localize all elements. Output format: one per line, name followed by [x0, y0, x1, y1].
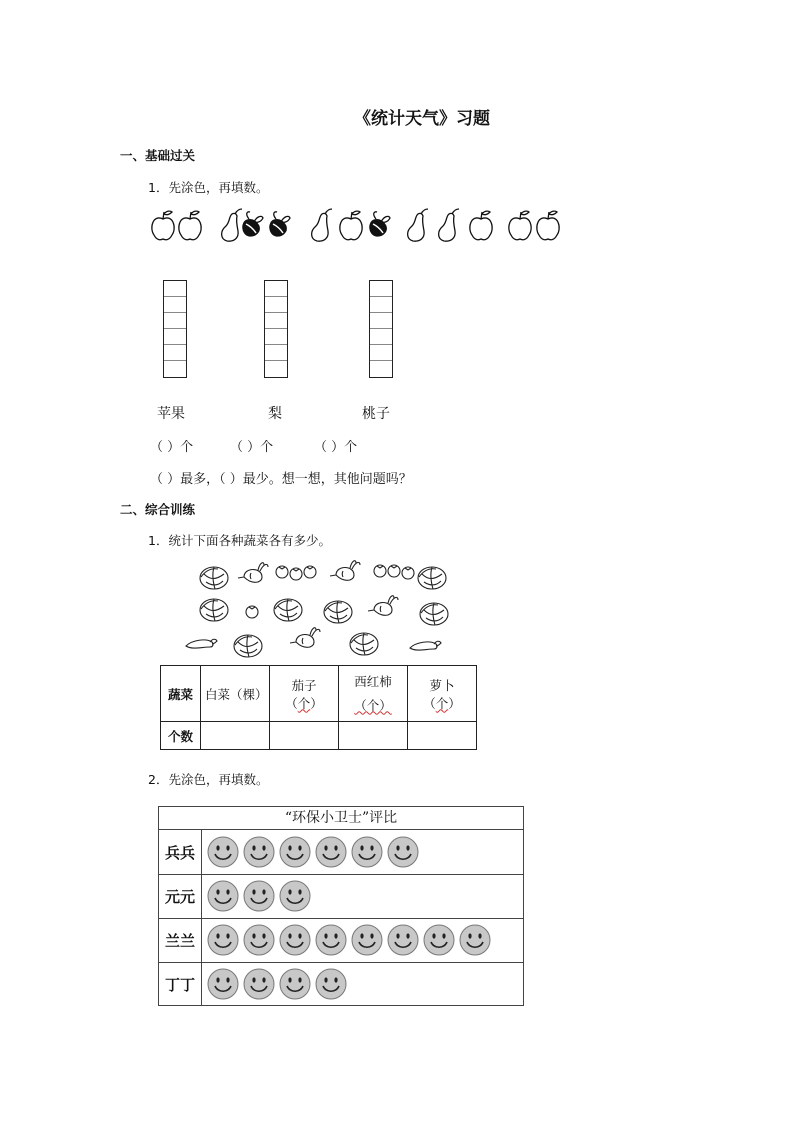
cabbage-icon — [200, 567, 228, 589]
smiley-face-icon[interactable] — [279, 924, 311, 956]
cabbage-icon — [200, 599, 228, 621]
apple-icon — [509, 211, 531, 240]
award-row-name: 兵兵 — [159, 830, 202, 874]
apple-icon — [470, 211, 492, 240]
pear-column[interactable] — [264, 280, 288, 378]
cabbage-icon — [274, 599, 302, 621]
award-question-text: 2．先涂色，再填数。 — [148, 772, 269, 787]
smiley-face-icon[interactable] — [243, 880, 275, 912]
apple-icon — [537, 211, 559, 240]
smiley-group — [207, 830, 419, 874]
smiley-group — [207, 918, 491, 962]
smiley-face-icon[interactable] — [315, 968, 347, 1000]
smiley-face-icon[interactable] — [459, 924, 491, 956]
apple-count-blank[interactable]: （ ）个 — [150, 440, 194, 455]
vegetable-question-text: 1．统计下面各种蔬菜各有多少。 — [148, 533, 331, 548]
award-row-name: 元元 — [159, 874, 202, 918]
award-row — [159, 830, 523, 875]
smiley-face-icon[interactable] — [207, 880, 239, 912]
smiley-face-icon[interactable] — [207, 924, 239, 956]
tomato-icon — [276, 566, 288, 578]
apple-icon — [152, 211, 174, 240]
pear-icon — [439, 209, 459, 241]
row-label-count: 个数 — [161, 722, 201, 750]
award-row — [159, 962, 523, 1006]
tomato-icon — [290, 568, 302, 580]
award-row — [159, 874, 523, 919]
smiley-face-icon[interactable] — [243, 836, 275, 868]
smiley-face-icon[interactable] — [243, 924, 275, 956]
award-title: “环保小卫士”评比 — [159, 807, 523, 830]
tomato-icon — [246, 606, 258, 618]
section-2-heading: 二、综合训练 — [120, 502, 196, 517]
section-1-heading: 一、基础过关 — [120, 148, 196, 163]
eggplant-icon — [410, 641, 441, 650]
smiley-face-icon[interactable] — [351, 924, 383, 956]
question-1-text: 1．先涂色，再填数。 — [148, 180, 269, 195]
apple-icon — [340, 211, 362, 240]
smiley-face-icon[interactable] — [351, 836, 383, 868]
header-tomato: 西红柿 （个） — [339, 666, 408, 722]
peach-count-blank[interactable]: （ ）个 — [314, 440, 358, 455]
vegetable-illustration — [178, 560, 458, 665]
smiley-face-icon[interactable] — [387, 924, 419, 956]
peach-icon — [270, 212, 290, 236]
smiley-face-icon[interactable] — [207, 968, 239, 1000]
tomato-icon — [402, 567, 414, 579]
smiley-face-icon[interactable] — [279, 880, 311, 912]
radish-icon — [238, 563, 268, 583]
pear-icon — [408, 209, 428, 241]
pear-count-blank[interactable]: （ ）个 — [230, 440, 274, 455]
cabbage-icon — [324, 601, 352, 623]
tomato-icon — [374, 565, 386, 577]
cabbage-count-cell[interactable] — [201, 722, 270, 750]
most-least-question: （ ）最多，（ ）最少。想一想，其他问题吗？ — [150, 472, 412, 487]
tomato-count-cell[interactable] — [339, 722, 408, 750]
tomato-icon — [388, 565, 400, 577]
header-vegetable: 蔬菜 — [161, 666, 201, 722]
header-eggplant: 茄子（个） — [270, 666, 339, 722]
award-chart — [158, 806, 524, 1006]
smiley-face-icon[interactable] — [207, 836, 239, 868]
eggplant-icon — [186, 639, 217, 648]
cabbage-icon — [420, 603, 448, 625]
radish-count-cell[interactable] — [408, 722, 477, 750]
smiley-face-icon[interactable] — [279, 968, 311, 1000]
apple-icon — [179, 211, 201, 240]
award-row-name: 兰兰 — [159, 918, 202, 962]
cabbage-icon — [234, 635, 262, 657]
peach-label: 桃子 — [362, 406, 390, 422]
peach-icon — [370, 212, 390, 236]
eggplant-count-cell[interactable] — [270, 722, 339, 750]
award-row-name: 丁丁 — [159, 962, 202, 1006]
pear-icon — [222, 209, 242, 241]
cabbage-icon — [418, 567, 446, 589]
header-radish: 萝卜（个） — [408, 666, 477, 722]
apple-label: 苹果 — [157, 406, 185, 422]
smiley-group — [207, 874, 311, 918]
award-row — [159, 918, 523, 963]
fruit-row — [148, 206, 578, 244]
smiley-group — [207, 962, 347, 1006]
radish-icon — [330, 561, 360, 581]
pear-icon — [312, 209, 332, 241]
smiley-face-icon[interactable] — [243, 968, 275, 1000]
cabbage-icon — [350, 633, 378, 655]
peach-column[interactable] — [369, 280, 393, 378]
radish-icon — [368, 596, 398, 616]
smiley-face-icon[interactable] — [315, 924, 347, 956]
apple-column[interactable] — [163, 280, 187, 378]
smiley-face-icon[interactable] — [387, 836, 419, 868]
radish-icon — [290, 628, 320, 648]
page-title: 《统计天气》习题 — [354, 109, 490, 129]
smiley-face-icon[interactable] — [423, 924, 455, 956]
smiley-face-icon[interactable] — [315, 836, 347, 868]
tomato-icon — [304, 566, 316, 578]
vegetable-count-table — [160, 665, 477, 750]
peach-icon — [243, 212, 263, 236]
header-cabbage: 白菜（棵） — [201, 666, 270, 722]
smiley-face-icon[interactable] — [279, 836, 311, 868]
pear-label: 梨 — [268, 406, 282, 422]
